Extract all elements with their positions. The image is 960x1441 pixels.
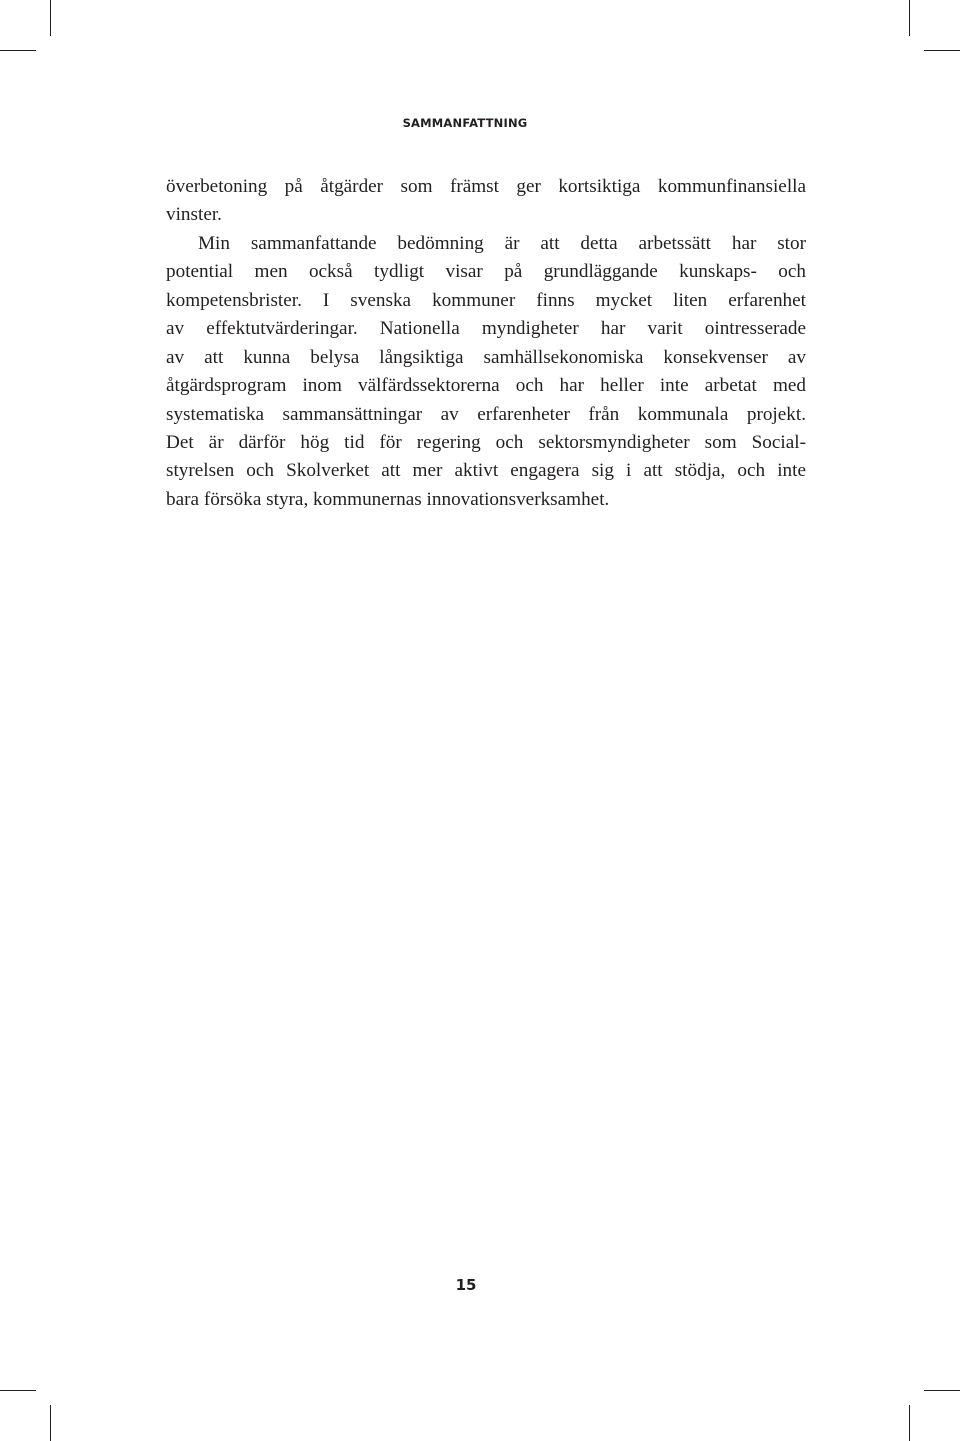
crop-mark-bottom-right-horizontal: [924, 1390, 960, 1391]
text-line: styrelsen och Skolverket att mer aktivt engagera sig i att stödja, och inte: [166, 460, 806, 482]
body-paragraph: [166, 173, 806, 514]
text-line: av effektutvärderingar. Nationella myndigheter har varit ointresserade: [166, 318, 806, 340]
running-head: SAMMANFATTNING: [402, 116, 528, 130]
page-number: 15: [455, 1276, 477, 1294]
crop-mark-bottom-left: [50, 1405, 51, 1441]
crop-mark-top-left-horizontal: [0, 50, 36, 51]
crop-mark-bottom-left-horizontal: [0, 1390, 36, 1391]
text-line: Min sammanfattande bedömning är att detta arbetssätt har stor: [198, 232, 806, 254]
text-line: Det är därför hög tid för regering och sektorsmyndigheter som Social-: [166, 431, 806, 453]
text-line: vinster.: [166, 204, 222, 226]
text-line: bara försöka styra, kommunernas innovationsverksamhet.: [166, 488, 610, 510]
crop-mark-top-right: [909, 0, 910, 36]
text-line: överbetoning på åtgärder som främst ger kortsiktiga kommunfinansiella: [166, 176, 806, 197]
text-line: av att kunna belysa långsiktiga samhällsekonomiska konsekvenser av: [166, 346, 806, 368]
text-line: potential men också tydligt visar på grundläggande kunskaps- och: [166, 261, 806, 283]
crop-mark-bottom-right: [909, 1405, 910, 1441]
text-line: kompetensbrister. I svenska kommuner finns mycket liten erfarenhet: [166, 289, 806, 311]
crop-mark-top-right-horizontal: [924, 50, 960, 51]
text-line: åtgärdsprogram inom välfärdssektorerna och har heller inte arbetat med: [166, 375, 806, 397]
crop-mark-top-left: [50, 0, 51, 36]
text-line: systematiska sammansättningar av erfarenheter från kommunala projekt.: [166, 403, 806, 425]
